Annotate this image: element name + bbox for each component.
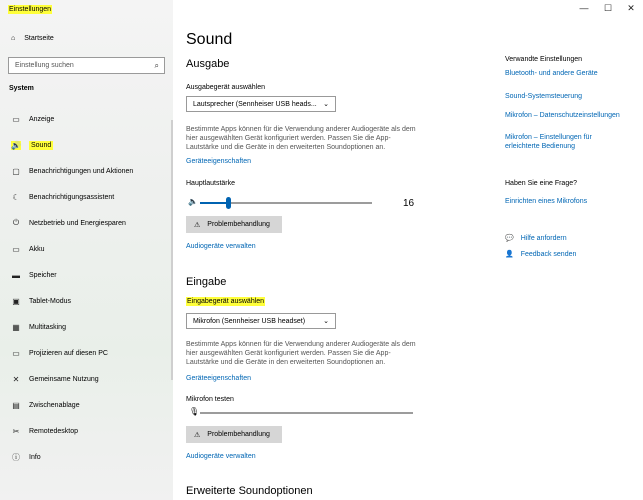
window-title: Einstellungen [9,6,52,13]
volume-label: Hauptlautstärke [186,180,236,187]
settings-search-input[interactable] [8,57,165,74]
input-device-dropdown[interactable] [186,313,336,329]
sidebar-item-label: Zwischenablage [29,401,80,409]
moon-icon: ☾ [12,192,20,202]
sidebar-item-label: Info [29,453,41,461]
sidebar-item-speicher[interactable] [0,262,173,288]
sidebar-nav [0,106,173,470]
input-device-value: Mikrofon (Sennheiser USB headset) [193,318,306,325]
close-button[interactable]: ✕ [627,3,635,13]
output-device-value: Lautsprecher (Sennheiser USB heads... [193,101,317,108]
sidebar-item-benachrichtigungen-und-aktionen[interactable] [0,158,173,184]
sidebar-item-gemeinsame-nutzung[interactable] [0,366,173,392]
get-help-label: Hilfe anfordern [520,234,567,242]
sidebar-item-tablet-modus[interactable] [0,288,173,314]
search-placeholder: Einstellung suchen [15,62,74,69]
input-troubleshoot-label: Problembehandlung [207,431,270,438]
sidebar-item-label: Anzeige [29,115,55,123]
sidebar-item-zwischenablage[interactable] [0,392,173,418]
input-troubleshoot-button[interactable] [186,426,282,443]
sidebar-item-info[interactable] [0,444,173,470]
page-title: Sound [186,31,233,48]
volume-slider[interactable] [200,197,372,209]
feedback-label: Feedback senden [520,250,577,258]
feedback-link[interactable] [505,250,576,258]
input-heading: Eingabe [186,276,227,288]
input-description: Bestimmte Apps können für die Verwendung anderer Audiogeräte als dem hier ausgewählten Gerät konfiguriert werden. Passen Sie die App-Lautstärke und die Geräte in den erweiterten Soundoptionen an. [186,341,416,366]
sidebar-item-label: Sound [31,141,52,149]
home-icon: ⌂ [11,35,16,42]
warning-icon: ⚠ [194,221,201,229]
sidebar-item-label: Gemeinsame Nutzung [29,375,99,383]
volume-slider-thumb[interactable] [226,197,231,209]
input-properties-link[interactable]: Geräteeigenschaften [186,375,251,382]
input-device-label: Eingabegerät auswählen [187,298,265,305]
get-help-link[interactable] [505,234,567,242]
mic-level-bar [200,412,413,414]
sidebar-item-label: Benachrichtigungen und Aktionen [29,167,134,175]
sidebar-item-anzeige[interactable] [0,106,173,132]
related-link-sound-control-panel[interactable]: Sound-Systemsteuerung [505,93,583,100]
home-link[interactable] [11,35,54,42]
advanced-sound-heading: Erweiterte Soundoptionen [186,485,313,497]
output-heading: Ausgabe [186,58,230,70]
chevron-down-icon: ⌄ [323,101,329,108]
help-icon: 💬 [505,235,514,242]
sidebar-item-remotedesktop[interactable] [0,418,173,444]
feedback-icon: 👤 [505,251,514,258]
sidebar-item-benachrichtigungsassistent[interactable] [0,184,173,210]
related-link-mic-accessibility[interactable]: Mikrofon – Einstellungen für erleichterte Bedienung [505,134,592,150]
sidebar-item-label: Remotedesktop [29,427,79,435]
output-device-label: Ausgabegerät auswählen [186,84,266,91]
related-link-mic-privacy[interactable]: Mikrofon – Datenschutzeinstellungen [505,112,620,119]
battery-icon: ▭ [12,244,20,254]
sidebar-scrollbar[interactable] [171,120,173,380]
volume-value: 16 [403,198,415,209]
output-troubleshoot-button[interactable] [186,216,282,233]
output-manage-devices-link[interactable]: Audiogeräte verwalten [186,243,256,250]
speaker-icon: 🔊 [11,140,21,150]
output-troubleshoot-label: Problembehandlung [207,221,270,228]
input-manage-devices-link[interactable]: Audiogeräte verwalten [186,453,256,460]
maximize-button[interactable]: ☐ [603,3,613,13]
tablet-icon: ▣ [12,296,20,306]
sidebar-item-label: Multitasking [29,323,66,331]
microphone-icon: 🎙 [189,407,200,416]
related-settings-heading: Verwandte Einstellungen [505,56,583,63]
monitor-icon: ▭ [12,114,20,124]
volume-slider-fill [200,202,228,204]
warning-icon: ⚠ [194,431,201,439]
speaker-icon[interactable]: 🔈 [188,197,198,206]
output-properties-link[interactable]: Geräteeigenschaften [186,158,251,165]
sidebar-item-sound[interactable] [0,132,173,158]
search-icon[interactable]: ⌕ [154,61,159,70]
sidebar-item-label: Speicher [29,271,57,279]
sidebar-item-netzbetrieb-und-energiesparen[interactable] [0,210,173,236]
sidebar-item-akku[interactable] [0,236,173,262]
related-link-bluetooth[interactable]: Bluetooth- und andere Geräte [505,70,598,77]
title-bar [0,0,643,20]
output-device-dropdown[interactable] [186,96,336,112]
share-icon: ✕ [12,374,20,384]
minimize-button[interactable]: — [579,3,589,13]
clipboard-icon: ▤ [12,400,20,410]
sidebar-item-label: Benachrichtigungsassistent [29,193,115,201]
output-description: Bestimmte Apps können für die Verwendung anderer Audiogeräte als dem hier ausgewählten Gerät konfiguriert werden. Passen Sie die App-Lautstärke und die Geräte in den erweiterten Soundoptionen an. [186,126,416,151]
notification-icon: ▢ [12,166,20,176]
power-icon: ⏻ [12,218,20,227]
multitasking-icon: ▦ [12,322,20,332]
info-icon: ⓘ [12,452,20,462]
project-icon: ▭ [12,348,20,358]
mic-test-label: Mikrofon testen [186,396,234,403]
remote-icon: ✂ [12,426,20,436]
sidebar-item-multitasking[interactable] [0,314,173,340]
sidebar-item-label: Netzbetrieb und Energiesparen [29,219,126,227]
sidebar [0,0,173,500]
home-label: Startseite [24,35,54,42]
sidebar-item-label: Akku [29,245,45,253]
storage-icon: ▬ [12,270,20,280]
question-heading: Haben Sie eine Frage? [505,180,577,187]
sidebar-item-projizieren-auf-diesen-pc[interactable] [0,340,173,366]
section-label-system: System [9,85,34,92]
sidebar-item-label: Projizieren auf diesen PC [29,349,108,357]
chevron-down-icon: ⌄ [323,318,329,325]
setup-microphone-link[interactable]: Einrichten eines Mikrofons [505,198,588,205]
sidebar-item-label: Tablet-Modus [29,297,72,305]
